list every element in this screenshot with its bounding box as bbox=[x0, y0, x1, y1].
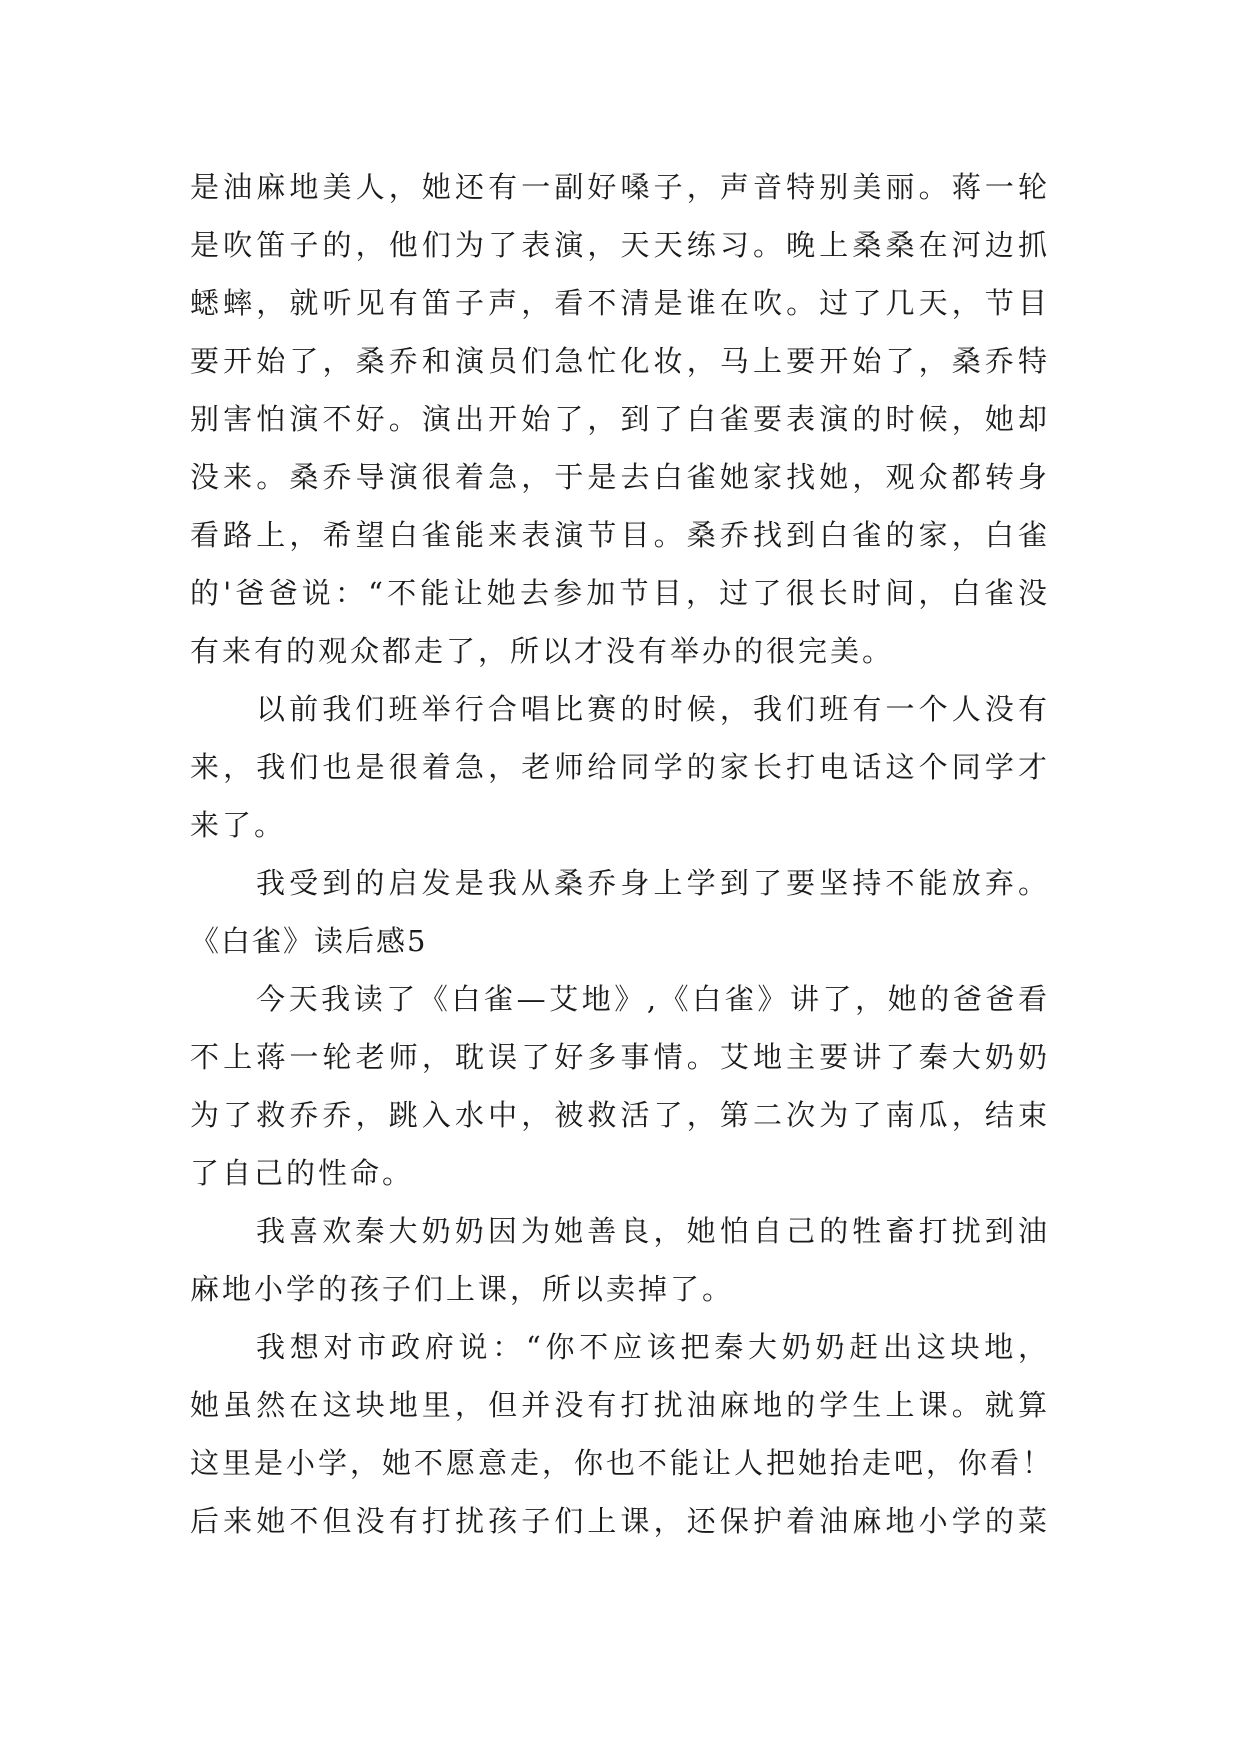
text-line: 来，我们也是很着急，老师给同学的家长打电话这个同学才 bbox=[190, 750, 1050, 784]
text-line: 这里是小学，她不愿意走，你也不能让人把她抬走吧，你看！ bbox=[190, 1446, 1055, 1480]
text-line: 别害怕演不好。演出开始了，到了白雀要表演的时候，她却 bbox=[190, 402, 1050, 436]
document-body bbox=[190, 158, 1055, 1550]
text-line: 麻地小学的孩子们上课，所以卖掉了。 bbox=[190, 1272, 735, 1306]
text-line: 看路上，希望白雀能来表演节目。桑乔找到白雀的家，白雀 bbox=[190, 518, 1050, 552]
text-line: 了自己的性命。 bbox=[190, 1156, 415, 1190]
text-line: 以前我们班举行合唱比赛的时候，我们班有一个人没有 bbox=[256, 692, 1050, 726]
text-line: 不上蒋一轮老师，耽误了好多事情。艾地主要讲了秦大奶奶 bbox=[190, 1040, 1050, 1074]
text-line: 的'爸爸说：“不能让她去参加节目，过了很长时间，白雀没 bbox=[190, 576, 1050, 610]
text-line: 蟋蟀，就听见有笛子声，看不清是谁在吹。过了几天，节目 bbox=[190, 286, 1050, 320]
text-line: 要开始了，桑乔和演员们急忙化妆，马上要开始了，桑乔特 bbox=[190, 344, 1050, 378]
text-line: 她虽然在这块地里，但并没有打扰油麻地的学生上课。就算 bbox=[190, 1388, 1050, 1422]
text-line: 我受到的启发是我从桑乔身上学到了要坚持不能放弃。 bbox=[256, 866, 1050, 900]
text-line: 有来有的观众都走了，所以才没有举办的很完美。 bbox=[190, 634, 895, 668]
text-line: 是吹笛子的，他们为了表演，天天练习。晚上桑桑在河边抓 bbox=[190, 228, 1050, 262]
text-line: 没来。桑乔导演很着急，于是去白雀她家找她，观众都转身 bbox=[190, 460, 1050, 494]
text-line: 我想对市政府说：“你不应该把秦大奶奶赶出这块地， bbox=[256, 1330, 1050, 1364]
text-line: 今天我读了《白雀—艾地》,《白雀》讲了，她的爸爸看 bbox=[256, 982, 1050, 1016]
section-heading: 《白雀》读后感5 bbox=[190, 924, 428, 958]
text-line: 后来她不但没有打扰孩子们上课，还保护着油麻地小学的菜 bbox=[190, 1504, 1050, 1538]
text-line: 是油麻地美人，她还有一副好嗓子，声音特别美丽。蒋一轮 bbox=[190, 170, 1050, 204]
text-line: 来了。 bbox=[190, 808, 287, 842]
text-line: 为了救乔乔，跳入水中，被救活了，第二次为了南瓜，结束 bbox=[190, 1098, 1050, 1132]
text-line: 我喜欢秦大奶奶因为她善良，她怕自己的牲畜打扰到油 bbox=[256, 1214, 1050, 1248]
